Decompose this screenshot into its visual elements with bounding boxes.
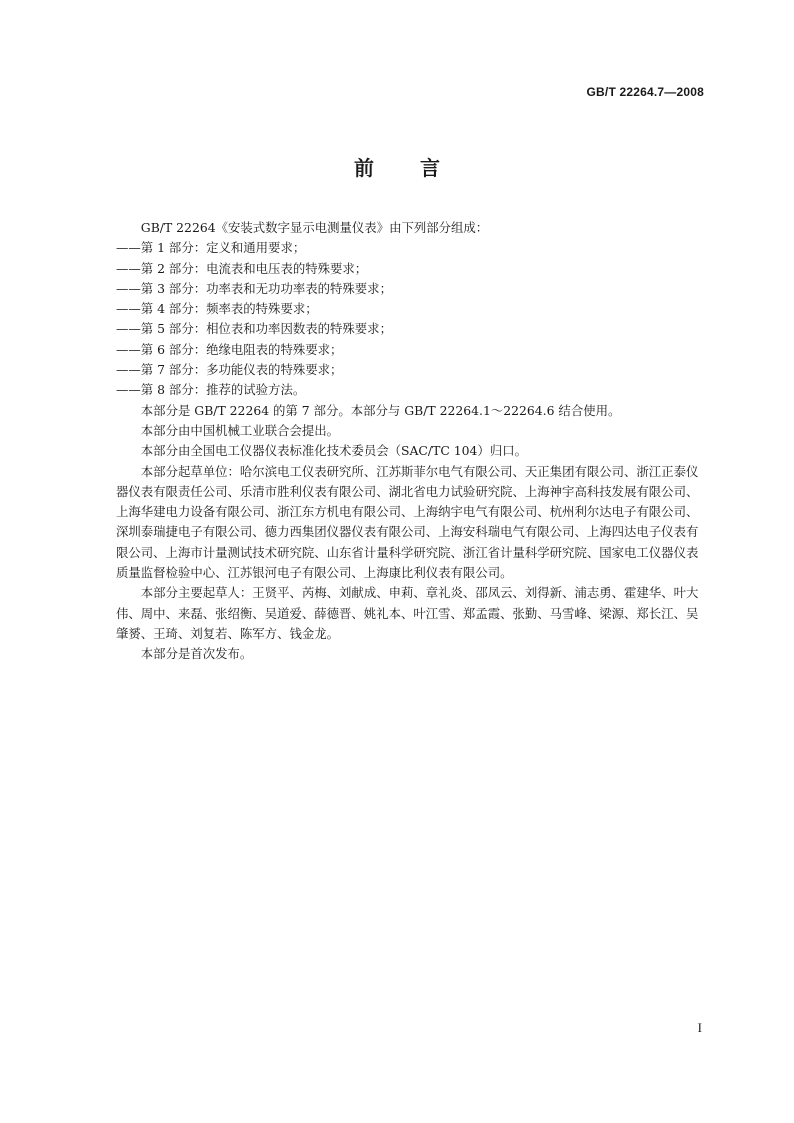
part-list-item: ——第 5 部分：相位表和功率因数表的特殊要求； <box>116 321 392 337</box>
part-list-item: ——第 1 部分：定义和通用要求； <box>116 240 306 256</box>
part-list-item: ——第 6 部分：绝缘电阻表的特殊要求； <box>116 341 343 357</box>
part-list-item: ——第 8 部分：推荐的试验方法。 <box>116 382 306 398</box>
standard-number: GB/T 22264.7—2008 <box>586 85 704 99</box>
part-list-item: ——第 7 部分：多功能仪表的特殊要求； <box>116 362 343 378</box>
part-list-item: ——第 4 部分：频率表的特殊要求； <box>116 301 318 317</box>
drafters-paragraph: 本部分主要起草人：王贤平、芮梅、刘献成、申莉、章礼炎、邵凤云、刘得新、浦志勇、霍建华、叶大伟、周中、来磊、张绍衡、吴道爱、薛德晋、姚礼本、叶江雪、郑孟霞、张勤、马雪峰、梁源、郑长江、吴肇赟、王琦、刘复若、陈军方、钱金龙。 <box>116 585 699 641</box>
proposer-paragraph: 本部分由中国机械工业联合会提出。 <box>140 422 340 438</box>
part-list-item: ——第 3 部分：功率表和无功功率表的特殊要求； <box>116 280 392 296</box>
first-release-paragraph: 本部分是首次发布。 <box>140 646 253 662</box>
drafting-units-paragraph: 本部分起草单位：哈尔滨电工仪表研究所、江苏斯菲尔电气有限公司、天正集团有限公司、浙江正泰仪器仪表有限责任公司、乐清市胜利仪表有限公司、湖北省电力试验研究院、上海神宇高科技发展有限公司、上海华建电力设备有限公司、浙江东方机电有限公司、上海纳宇电气有限公司、杭州利尔达电子有限公司、深圳泰瑞捷电子有限公司、德力西集团仪器仪表有限公司、上海安科瑞电气有限公司、上海四达电子仪表有限公司、上海市计量测试技术研究院、山东省计量科学研究院、浙江省计量科学研究院、国家电工仪器仪表质量监督检验中心、江苏银河电子有限公司、上海康比利仪表有限公司。 <box>116 463 699 581</box>
part-list-item: ——第 2 部分：电流表和电压表的特殊要求； <box>116 260 368 276</box>
intro-paragraph: GB/T 22264《安装式数字显示电测量仪表》由下列部分组成： <box>140 220 489 235</box>
usage-paragraph: 本部分是 GB/T 22264 的第 7 部分。本部分与 GB/T 22264.1～22264.6 结合使用。 <box>140 402 621 418</box>
page-number: I <box>697 1020 702 1035</box>
committee-paragraph: 本部分由全国电工仪器仪表标准化技术委员会（SAC/TC 104）归口。 <box>140 443 527 459</box>
page-title: 前言 <box>354 156 486 180</box>
foreword-body <box>116 218 706 665</box>
